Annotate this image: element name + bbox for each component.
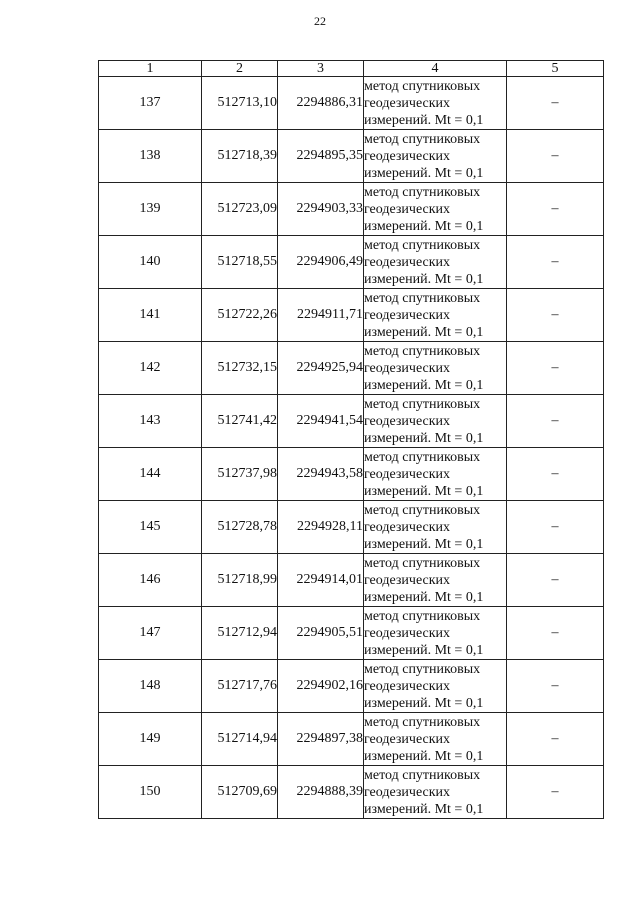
method-line: геодезических (364, 413, 451, 429)
method-line: геодезических (364, 625, 451, 641)
x-coordinate-cell: 512709,69 (202, 766, 278, 819)
note-cell: – (507, 183, 604, 236)
y-coordinate-cell: 2294888,39 (278, 766, 364, 819)
method-cell (364, 554, 507, 607)
method-line: метод спутниковых (364, 555, 481, 571)
note-cell: – (507, 713, 604, 766)
method-line: метод спутниковых (364, 767, 481, 783)
y-coordinate-cell: 2294941,54 (278, 395, 364, 448)
y-coordinate-cell: 2294943,58 (278, 448, 364, 501)
table-row (99, 236, 604, 289)
method-cell (364, 183, 507, 236)
table-row (99, 77, 604, 130)
method-line: измерений. Mt = 0,1 (364, 642, 484, 658)
coordinates-table (98, 60, 604, 819)
y-coordinate-cell: 2294914,01 (278, 554, 364, 607)
table-row (99, 554, 604, 607)
y-coordinate-cell: 2294911,71 (278, 289, 364, 342)
x-coordinate-cell: 512713,10 (202, 77, 278, 130)
method-line: геодезических (364, 307, 451, 323)
method-line: геодезических (364, 784, 451, 800)
method-cell (364, 501, 507, 554)
table-row (99, 766, 604, 819)
method-line: геодезических (364, 466, 451, 482)
method-line: геодезических (364, 254, 451, 270)
method-line: измерений. Mt = 0,1 (364, 377, 484, 393)
x-coordinate-cell: 512732,15 (202, 342, 278, 395)
note-cell: – (507, 448, 604, 501)
point-number-cell: 149 (99, 713, 202, 766)
note-cell: – (507, 766, 604, 819)
method-line: метод спутниковых (364, 396, 481, 412)
column-header: 4 (364, 61, 507, 77)
note-cell: – (507, 236, 604, 289)
method-line: метод спутниковых (364, 449, 481, 465)
method-line: измерений. Mt = 0,1 (364, 430, 484, 446)
method-line: измерений. Mt = 0,1 (364, 536, 484, 552)
method-line: измерений. Mt = 0,1 (364, 483, 484, 499)
x-coordinate-cell: 512741,42 (202, 395, 278, 448)
method-line: метод спутниковых (364, 343, 481, 359)
method-cell (364, 77, 507, 130)
method-line: метод спутниковых (364, 290, 481, 306)
table-header-row (99, 61, 604, 77)
y-coordinate-cell: 2294897,38 (278, 713, 364, 766)
table-row (99, 130, 604, 183)
method-line: метод спутниковых (364, 237, 481, 253)
note-cell: – (507, 395, 604, 448)
method-line: геодезических (364, 201, 451, 217)
method-line: метод спутниковых (364, 184, 481, 200)
point-number-cell: 147 (99, 607, 202, 660)
y-coordinate-cell: 2294906,49 (278, 236, 364, 289)
method-cell (364, 130, 507, 183)
point-number-cell: 141 (99, 289, 202, 342)
x-coordinate-cell: 512712,94 (202, 607, 278, 660)
method-line: метод спутниковых (364, 661, 481, 677)
point-number-cell: 138 (99, 130, 202, 183)
point-number-cell: 148 (99, 660, 202, 713)
method-line: метод спутниковых (364, 608, 481, 624)
method-line: геодезических (364, 572, 451, 588)
method-cell (364, 607, 507, 660)
table-row (99, 448, 604, 501)
method-line: геодезических (364, 360, 451, 376)
method-line: измерений. Mt = 0,1 (364, 589, 484, 605)
method-line: геодезических (364, 731, 451, 747)
x-coordinate-cell: 512718,99 (202, 554, 278, 607)
column-header: 1 (99, 61, 202, 77)
method-line: измерений. Mt = 0,1 (364, 748, 484, 764)
method-cell (364, 448, 507, 501)
method-line: метод спутниковых (364, 78, 481, 94)
note-cell: – (507, 554, 604, 607)
point-number-cell: 146 (99, 554, 202, 607)
point-number-cell: 150 (99, 766, 202, 819)
method-cell (364, 289, 507, 342)
y-coordinate-cell: 2294925,94 (278, 342, 364, 395)
note-cell: – (507, 130, 604, 183)
y-coordinate-cell: 2294886,31 (278, 77, 364, 130)
point-number-cell: 144 (99, 448, 202, 501)
column-header: 3 (278, 61, 364, 77)
note-cell: – (507, 342, 604, 395)
x-coordinate-cell: 512723,09 (202, 183, 278, 236)
method-line: измерений. Mt = 0,1 (364, 801, 484, 817)
point-number-cell: 137 (99, 77, 202, 130)
x-coordinate-cell: 512718,55 (202, 236, 278, 289)
method-line: измерений. Mt = 0,1 (364, 695, 484, 711)
method-line: метод спутниковых (364, 131, 481, 147)
note-cell: – (507, 607, 604, 660)
x-coordinate-cell: 512728,78 (202, 501, 278, 554)
note-cell: – (507, 77, 604, 130)
method-line: измерений. Mt = 0,1 (364, 218, 484, 234)
x-coordinate-cell: 512714,94 (202, 713, 278, 766)
method-cell (364, 395, 507, 448)
method-cell (364, 236, 507, 289)
table-row (99, 660, 604, 713)
method-line: метод спутниковых (364, 502, 481, 518)
method-line: геодезических (364, 95, 451, 111)
note-cell: – (507, 501, 604, 554)
method-line: метод спутниковых (364, 714, 481, 730)
method-cell (364, 713, 507, 766)
point-number-cell: 139 (99, 183, 202, 236)
y-coordinate-cell: 2294895,35 (278, 130, 364, 183)
y-coordinate-cell: 2294928,11 (278, 501, 364, 554)
method-line: измерений. Mt = 0,1 (364, 324, 484, 340)
method-cell (364, 766, 507, 819)
method-line: измерений. Mt = 0,1 (364, 165, 484, 181)
method-line: измерений. Mt = 0,1 (364, 271, 484, 287)
method-cell (364, 342, 507, 395)
table-row (99, 289, 604, 342)
method-line: геодезических (364, 148, 451, 164)
table-row (99, 395, 604, 448)
y-coordinate-cell: 2294905,51 (278, 607, 364, 660)
x-coordinate-cell: 512737,98 (202, 448, 278, 501)
x-coordinate-cell: 512717,76 (202, 660, 278, 713)
method-cell (364, 660, 507, 713)
page-number: 22 (314, 14, 326, 28)
point-number-cell: 145 (99, 501, 202, 554)
table-body (99, 77, 604, 819)
x-coordinate-cell: 512718,39 (202, 130, 278, 183)
table-row (99, 183, 604, 236)
method-line: измерений. Mt = 0,1 (364, 112, 484, 128)
note-cell: – (507, 660, 604, 713)
table-row (99, 607, 604, 660)
x-coordinate-cell: 512722,26 (202, 289, 278, 342)
table-row (99, 342, 604, 395)
point-number-cell: 143 (99, 395, 202, 448)
note-cell: – (507, 289, 604, 342)
y-coordinate-cell: 2294903,33 (278, 183, 364, 236)
point-number-cell: 142 (99, 342, 202, 395)
method-line: геодезических (364, 678, 451, 694)
table-row (99, 713, 604, 766)
table-row (99, 501, 604, 554)
point-number-cell: 140 (99, 236, 202, 289)
column-header: 2 (202, 61, 278, 77)
y-coordinate-cell: 2294902,16 (278, 660, 364, 713)
column-header: 5 (507, 61, 604, 77)
method-line: геодезических (364, 519, 451, 535)
